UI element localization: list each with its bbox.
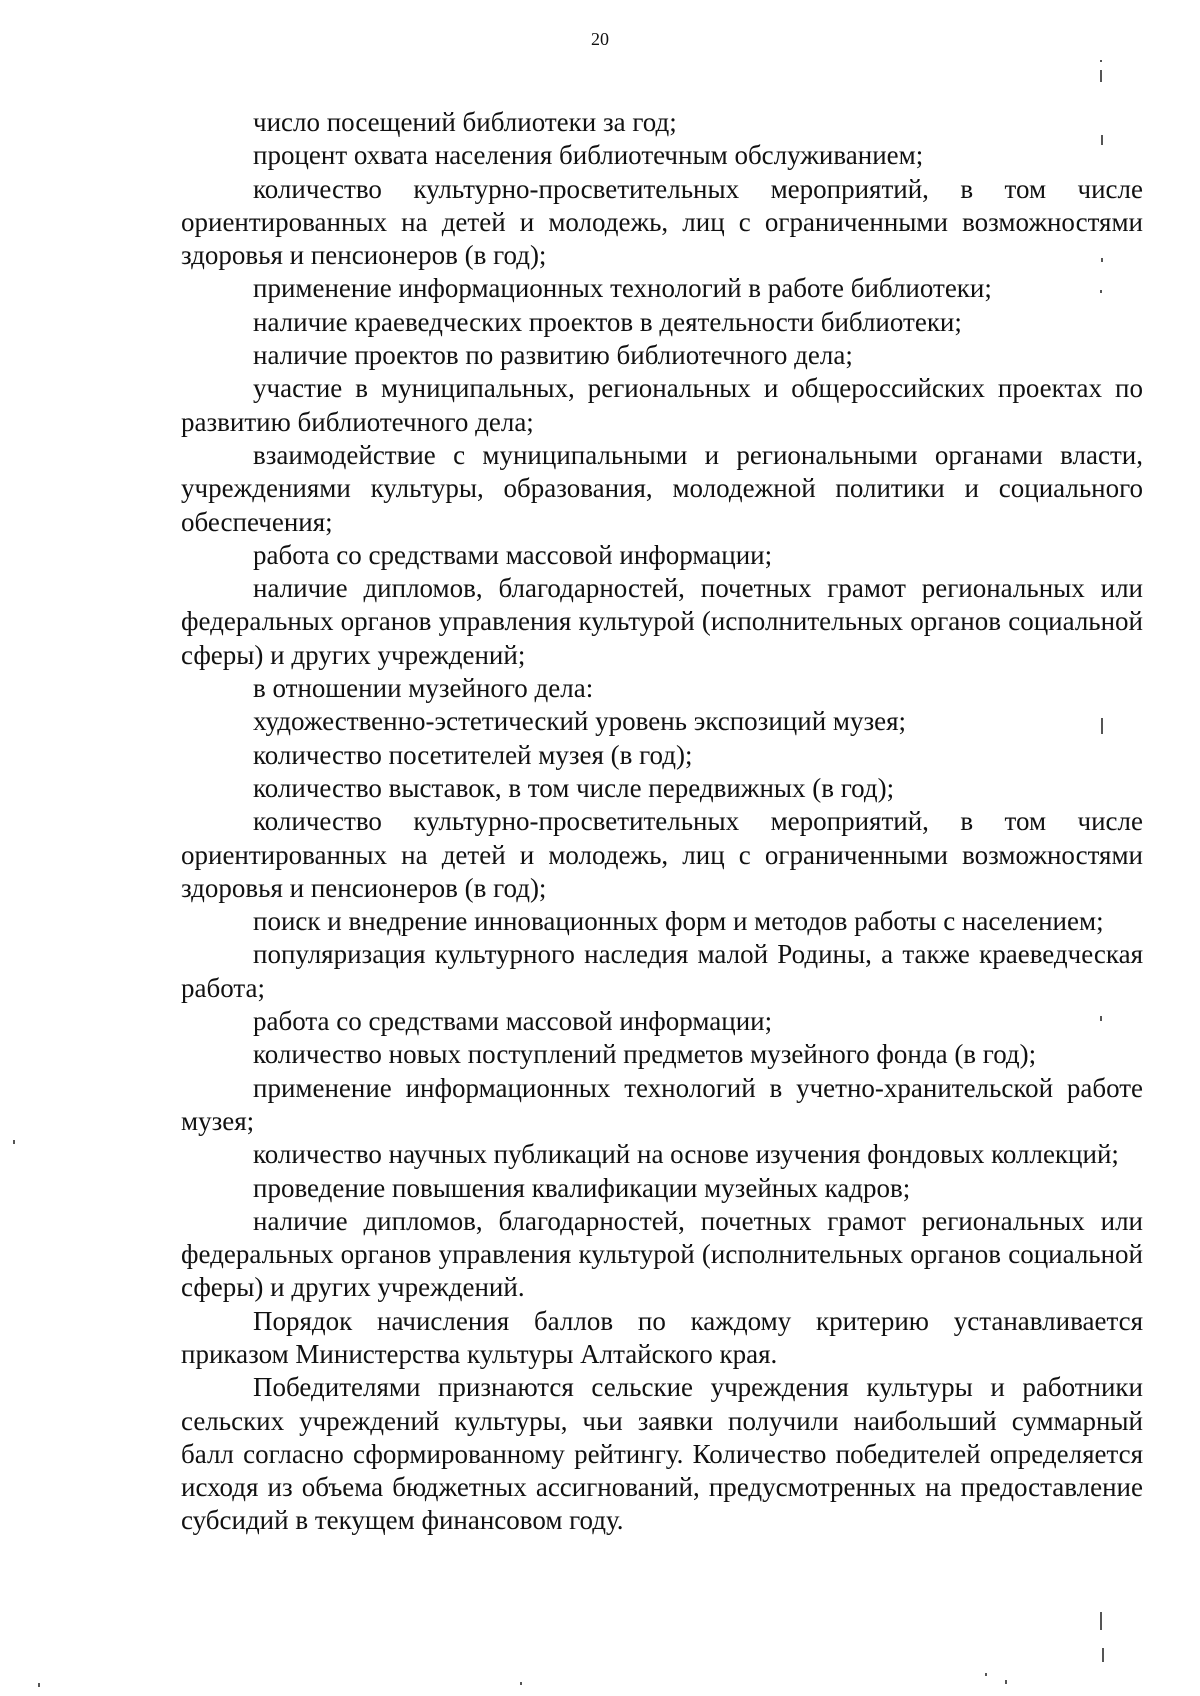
paragraph: наличие краеведческих проектов в деятельности библиотеки; <box>253 306 962 337</box>
scan-speck <box>1100 70 1102 82</box>
scan-speck <box>1100 1016 1102 1021</box>
page-number: 20 <box>591 29 609 49</box>
scan-speck <box>1101 135 1103 145</box>
scan-speck <box>38 1683 40 1687</box>
paragraph: в отношении музейного дела: <box>253 673 594 704</box>
paragraph: участие в муниципальных, региональных и общероссийских проектах по развитию библиотечного дела; <box>181 373 1143 437</box>
scan-speck <box>1100 60 1102 62</box>
scan-speck <box>1100 290 1102 293</box>
scan-speck <box>1101 718 1103 734</box>
paragraph: работа со средствами массовой информации; <box>253 539 773 570</box>
paragraph: количество культурно-просветительных мероприятий, в том числе ориентированных на детей и молодежь, лиц с ограниченными возможностями здоровья и пенсионеров (в год); <box>181 173 1143 271</box>
scan-speck <box>520 1682 522 1685</box>
paragraph: взаимодействие с муниципальными и региональными органами власти, учреждениями культуры, образования, молодежной политики и социального обеспечения; <box>181 439 1143 537</box>
paragraph: работа со средствами массовой информации; <box>253 1006 773 1037</box>
scan-speck <box>1101 258 1103 262</box>
paragraph: Победителями признаются сельские учреждения культуры и работники сельских учреждений культуры, чьи заявки получили наибольший суммарный балл согласно сформированному рейтингу. Количество победителей определяется исходя из объема бюджетных ассигнований, предусмотренных на предоставление субсидий в текущем финансовом году. <box>181 1372 1143 1536</box>
paragraph: наличие проектов по развитию библиотечного дела; <box>253 340 853 371</box>
scan-speck <box>13 1140 15 1144</box>
paragraph: популяризация культурного наследия малой Родины, а также краеведческая работа; <box>181 939 1143 1003</box>
paragraph: художественно-эстетический уровень экспозиций музея; <box>253 706 907 737</box>
paragraph: процент охвата населения библиотечным обслуживанием; <box>253 140 924 171</box>
paragraph: поиск и внедрение инновационных форм и методов работы с населением; <box>253 906 1104 937</box>
paragraph: применение информационных технологий в работе библиотеки; <box>253 273 992 304</box>
paragraph: наличие дипломов, благодарностей, почетных грамот региональных или федеральных органов управления культурой (исполнительных органов социальной сферы) и других учреждений. <box>181 1205 1143 1303</box>
scan-speck <box>1102 1648 1104 1662</box>
document-body <box>181 106 1143 1538</box>
paragraph: количество научных публикаций на основе изучения фондовых коллекций; <box>253 1139 1119 1170</box>
scan-speck <box>1005 1680 1007 1684</box>
paragraph: наличие дипломов, благодарностей, почетных грамот региональных или федеральных органов управления культурой (исполнительных органов социальной сферы) и других учреждений; <box>181 573 1143 670</box>
paragraph: применение информационных технологий в учетно-хранительской работе музея; <box>181 1072 1143 1136</box>
paragraph: количество посетителей музея (в год); <box>253 739 693 770</box>
paragraph: количество новых поступлений предметов музейного фонда (в год); <box>253 1039 1037 1070</box>
paragraph: число посещений библиотеки за год; <box>253 107 677 137</box>
scan-speck <box>985 1673 987 1676</box>
paragraph: количество культурно-просветительных мероприятий, в том числе ориентированных на детей и молодежь, лиц с ограниченными возможностями здоровья и пенсионеров (в год); <box>181 806 1143 903</box>
paragraph: проведение повышения квалификации музейных кадров; <box>253 1172 911 1203</box>
paragraph: Порядок начисления баллов по каждому критерию устанавливается приказом Министерства культуры Алтайского края. <box>181 1305 1143 1369</box>
paragraph: количество выставок, в том числе передвижных (в год); <box>253 772 895 803</box>
scan-speck <box>1100 1612 1102 1630</box>
